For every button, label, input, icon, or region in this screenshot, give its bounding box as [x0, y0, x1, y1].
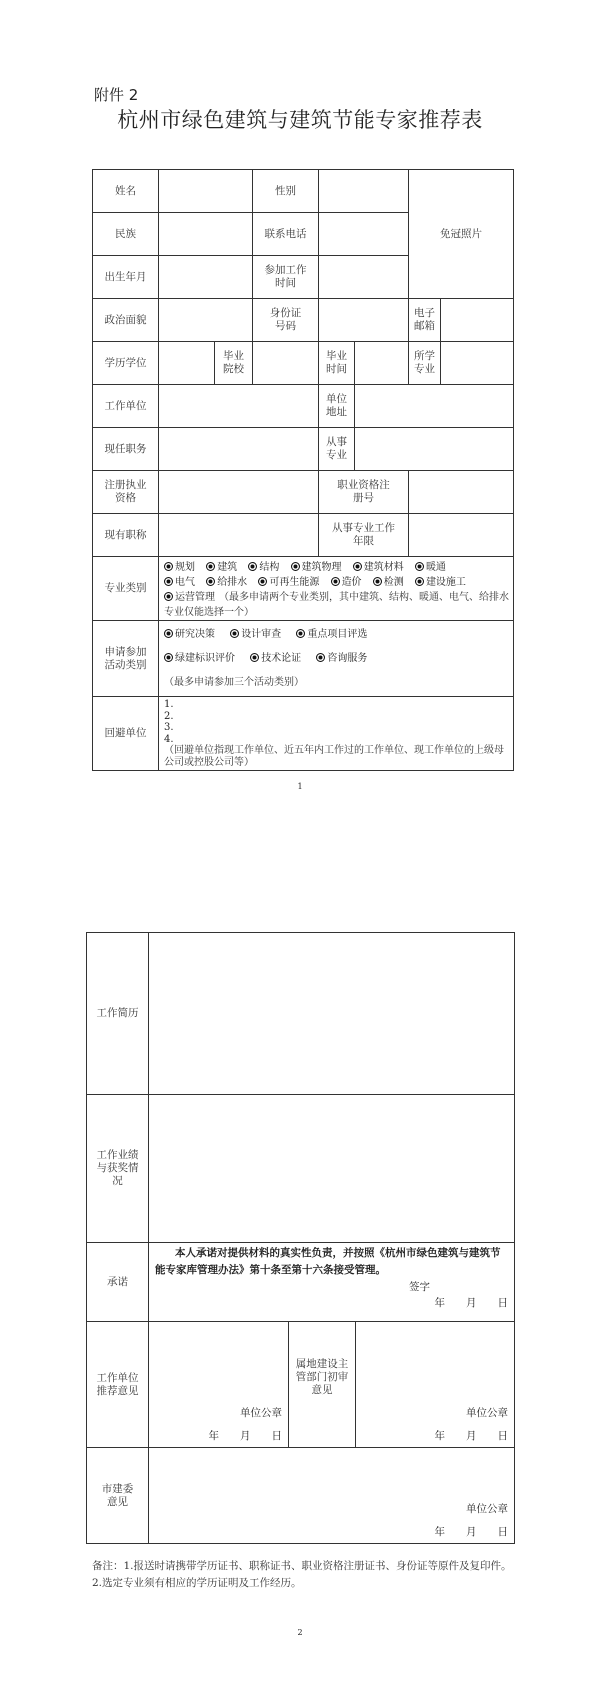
- degree-field[interactable]: [159, 342, 215, 385]
- option-building-materials[interactable]: 建筑材料: [353, 562, 404, 573]
- gender-field[interactable]: [319, 170, 409, 213]
- option-structure[interactable]: 结构: [248, 562, 279, 573]
- employer-opinion-field[interactable]: [149, 1322, 289, 1448]
- employer-field[interactable]: [159, 385, 319, 428]
- unit-seal-label: 单位公章: [466, 1407, 509, 1419]
- city-opinion-label: 市建委意见: [87, 1448, 149, 1544]
- email-label: 电子邮箱: [409, 299, 441, 342]
- commitment-date: 年 月 日: [434, 1297, 509, 1309]
- years-field[interactable]: [409, 514, 514, 557]
- local-opinion-label: 属地建设主管部门初审意见: [289, 1322, 356, 1448]
- page-number: 2: [297, 1628, 303, 1637]
- activity-options: [159, 621, 514, 697]
- recommendation-form: [92, 169, 514, 771]
- major-field[interactable]: [441, 342, 514, 385]
- specialty-label: 专业类别: [93, 557, 159, 621]
- option-planning[interactable]: 规划: [164, 562, 195, 573]
- id-number-label: 身份证号码: [253, 299, 319, 342]
- city-opinion-field[interactable]: [149, 1448, 515, 1544]
- local-opinion-field[interactable]: [356, 1322, 515, 1448]
- avoid-item: 1.: [164, 699, 174, 710]
- option-operation[interactable]: 运营管理: [164, 592, 215, 603]
- grad-time-field[interactable]: [355, 342, 409, 385]
- avoid-note: （回避单位指现工作单位、近五年内工作过的工作单位、现工作单位的上级母公司或控股公司等）: [164, 745, 504, 768]
- school-label: 毕业院校: [215, 342, 253, 385]
- title-rank-field[interactable]: [159, 514, 319, 557]
- name-field[interactable]: [159, 170, 253, 213]
- name-label: 姓名: [93, 170, 159, 213]
- option-renewable[interactable]: 可再生能源: [258, 577, 319, 588]
- reg-qual-label: 注册执业资格: [93, 471, 159, 514]
- specialty-options: [159, 557, 514, 621]
- qual-cert-label: 职业资格注册号: [319, 471, 409, 514]
- achievements-field[interactable]: [149, 1095, 515, 1243]
- employer-opinion-label: 工作单位推荐意见: [87, 1322, 149, 1448]
- radio-icon: [164, 562, 173, 571]
- reg-qual-field[interactable]: [159, 471, 319, 514]
- option-testing[interactable]: 检测: [373, 577, 404, 588]
- radio-icon: [164, 653, 173, 662]
- option-construction[interactable]: 建设施工: [415, 577, 466, 588]
- gender-label: 性别: [253, 170, 319, 213]
- page-number: 1: [297, 782, 303, 791]
- degree-label: 学历学位: [93, 342, 159, 385]
- option-building-physics[interactable]: 建筑物理: [291, 562, 342, 573]
- footnote: 备注：1.报送时请携带学历证书、职称证书、职业资格注册证书、身份证等原件及复印件。2.选定专业须有相应的学历证明及工作经历。: [92, 1560, 512, 1589]
- city-date: 年 月 日: [434, 1526, 509, 1538]
- radio-icon: [415, 577, 424, 586]
- radio-icon: [296, 629, 305, 638]
- radio-icon: [258, 577, 267, 586]
- ethnicity-label: 民族: [93, 213, 159, 256]
- resume-label: 工作简历: [87, 933, 149, 1095]
- employer-label: 工作单位: [93, 385, 159, 428]
- option-plumbing[interactable]: 给排水: [206, 577, 247, 588]
- resume-field[interactable]: [149, 933, 515, 1095]
- phone-field[interactable]: [319, 213, 409, 256]
- years-label: 从事专业工作年限: [319, 514, 409, 557]
- political-label: 政治面貌: [93, 299, 159, 342]
- photo-box[interactable]: 免冠照片: [409, 170, 514, 299]
- radio-icon: [206, 577, 215, 586]
- unit-seal-label: 单位公章: [240, 1407, 282, 1419]
- phone-label: 联系电话: [253, 213, 319, 256]
- radio-icon: [250, 653, 259, 662]
- option-electrical[interactable]: 电气: [164, 577, 195, 588]
- specialty-row-2: [164, 575, 510, 590]
- option-hvac[interactable]: 暖通: [415, 562, 446, 573]
- school-field[interactable]: [253, 342, 319, 385]
- specialty-note: （最多申请两个专业类别，其中建筑、结构、暖通、电气、给排水专业仅能选择一个）: [164, 592, 509, 618]
- document-title: 杭州市绿色建筑与建筑节能专家推荐表: [117, 108, 483, 132]
- position-field[interactable]: [159, 428, 319, 471]
- radio-icon: [316, 653, 325, 662]
- birth-field[interactable]: [159, 256, 253, 299]
- radio-icon: [164, 592, 173, 601]
- title-rank-label: 现有职称: [93, 514, 159, 557]
- activity-note: （最多申请参加三个活动类别）: [164, 677, 304, 688]
- radio-icon: [291, 562, 300, 571]
- employer-date: 年 月 日: [208, 1430, 282, 1442]
- field-label: 从事专业: [319, 428, 355, 471]
- activity-label: 申请参加活动类别: [93, 621, 159, 697]
- avoid-label: 回避单位: [93, 697, 159, 771]
- option-architecture[interactable]: 建筑: [206, 562, 237, 573]
- radio-icon: [230, 629, 239, 638]
- option-key-project[interactable]: 重点项目评选: [296, 629, 367, 640]
- avoid-item: 3.: [164, 722, 174, 733]
- radio-icon: [248, 562, 257, 571]
- radio-icon: [206, 562, 215, 571]
- commitment-label: 承诺: [87, 1243, 149, 1322]
- commitment-text: 本人承诺对提供材料的真实性负责，并按照《杭州市绿色建筑与建筑节能专家库管理办法》第十条至第十六条接受管理。: [155, 1247, 501, 1276]
- political-field[interactable]: [159, 299, 253, 342]
- option-research[interactable]: 研究决策: [164, 629, 215, 640]
- specialty-row-3: [164, 590, 510, 620]
- radio-icon: [164, 629, 173, 638]
- activity-row-1: [164, 623, 510, 647]
- grad-time-label: 毕业时间: [319, 342, 355, 385]
- id-number-field[interactable]: [319, 299, 409, 342]
- commitment-field: [149, 1243, 515, 1322]
- option-green-label[interactable]: 绿建标识评价: [164, 653, 235, 664]
- attachment-label: 附件 2: [94, 86, 139, 104]
- avoid-field[interactable]: [159, 697, 514, 771]
- employer-addr-label: 单位地址: [319, 385, 355, 428]
- major-label: 所学专业: [409, 342, 441, 385]
- avoid-item: 2.: [164, 710, 174, 722]
- specialty-row-1: [164, 560, 510, 575]
- ethnicity-field[interactable]: [159, 213, 253, 256]
- radio-icon: [331, 577, 340, 586]
- employer-addr-field[interactable]: [355, 385, 514, 428]
- achievements-label: 工作业绩与获奖情况: [87, 1095, 149, 1243]
- option-tech-demo[interactable]: 技术论证: [250, 653, 301, 664]
- review-table: [86, 932, 515, 1544]
- unit-seal-label: 单位公章: [466, 1503, 509, 1515]
- local-date: 年 月 日: [434, 1430, 509, 1442]
- position-label: 现任职务: [93, 428, 159, 471]
- option-cost[interactable]: 造价: [331, 577, 362, 588]
- work-start-field[interactable]: [319, 256, 409, 299]
- email-field[interactable]: [441, 299, 514, 342]
- avoid-item: 4.: [164, 733, 174, 745]
- activity-row-2: [164, 647, 510, 671]
- field-field[interactable]: [355, 428, 514, 471]
- birth-label: 出生年月: [93, 256, 159, 299]
- signature-label: 签字: [409, 1281, 431, 1293]
- radio-icon: [373, 577, 382, 586]
- radio-icon: [164, 577, 173, 586]
- radio-icon: [415, 562, 424, 571]
- qual-cert-field[interactable]: [409, 471, 514, 514]
- work-start-label: 参加工作时间: [253, 256, 319, 299]
- radio-icon: [353, 562, 362, 571]
- option-design-review[interactable]: 设计审查: [230, 629, 281, 640]
- option-consulting[interactable]: 咨询服务: [316, 653, 367, 664]
